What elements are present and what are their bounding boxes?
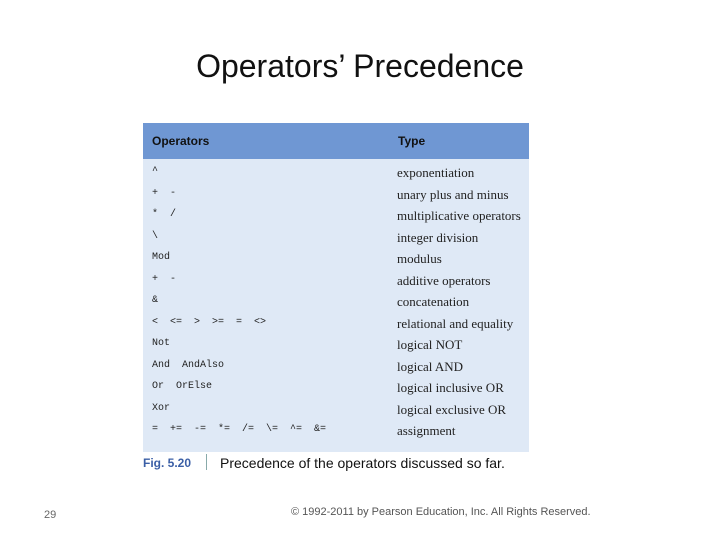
table-row xyxy=(143,400,529,421)
type-cell: modulus xyxy=(397,251,442,266)
figure-label: Fig. 5.20 xyxy=(143,456,192,470)
operators-cell: And AndAlso xyxy=(152,359,225,371)
operators-cell: \ xyxy=(152,230,159,242)
operators-cell: Xor xyxy=(152,402,171,414)
operators-cell: & xyxy=(152,295,159,306)
caption-text: Precedence of the operators discussed so far. xyxy=(220,455,505,471)
type-cell: unary plus and minus xyxy=(397,186,509,202)
type-cell: logical inclusive OR xyxy=(397,380,504,395)
figure-caption xyxy=(143,454,563,474)
table-row xyxy=(143,421,529,442)
table-row xyxy=(143,163,529,184)
type-cell: logical exclusive OR xyxy=(397,401,507,417)
table-row xyxy=(143,314,529,335)
type-cell: integer division xyxy=(397,229,479,245)
operators-cell: = += -= *= /= \= ^= &= xyxy=(152,424,327,435)
table-row xyxy=(143,292,529,313)
type-cell: relational and equality xyxy=(397,315,514,331)
operators-cell: + - xyxy=(152,273,177,285)
page-number: 29 xyxy=(44,509,57,521)
table-row xyxy=(143,185,529,206)
table-header xyxy=(143,123,529,159)
type-cell: logical NOT xyxy=(397,337,463,352)
table-row xyxy=(143,228,529,249)
type-cell: concatenation xyxy=(397,294,470,309)
header-operators: Operators xyxy=(152,134,210,148)
type-cell: exponentiation xyxy=(397,165,475,180)
type-cell: logical AND xyxy=(397,358,464,374)
operators-cell: * / xyxy=(152,209,177,220)
table-row xyxy=(143,271,529,292)
operators-cell: + - xyxy=(152,187,177,199)
operators-cell: ^ xyxy=(152,166,159,177)
operators-cell: Not xyxy=(152,338,171,349)
caption-divider xyxy=(206,454,207,470)
type-cell: multiplicative operators xyxy=(397,208,521,223)
operators-cell: < <= > >= = <> xyxy=(152,316,267,328)
operators-cell: Or OrElse xyxy=(152,381,213,392)
header-type: Type xyxy=(398,134,426,148)
type-cell: assignment xyxy=(397,423,456,438)
slide-title: Operators’ Precedence xyxy=(196,48,524,84)
table-row xyxy=(143,357,529,378)
type-cell: additive operators xyxy=(397,272,491,288)
table-row xyxy=(143,206,529,227)
table-row xyxy=(143,335,529,356)
operator-precedence-table xyxy=(143,123,529,452)
table-row xyxy=(143,378,529,399)
copyright-footer: © 1992-2011 by Pearson Education, Inc. All Rights Reserved. xyxy=(291,506,591,518)
table-row xyxy=(143,249,529,270)
operators-cell: Mod xyxy=(152,252,171,263)
